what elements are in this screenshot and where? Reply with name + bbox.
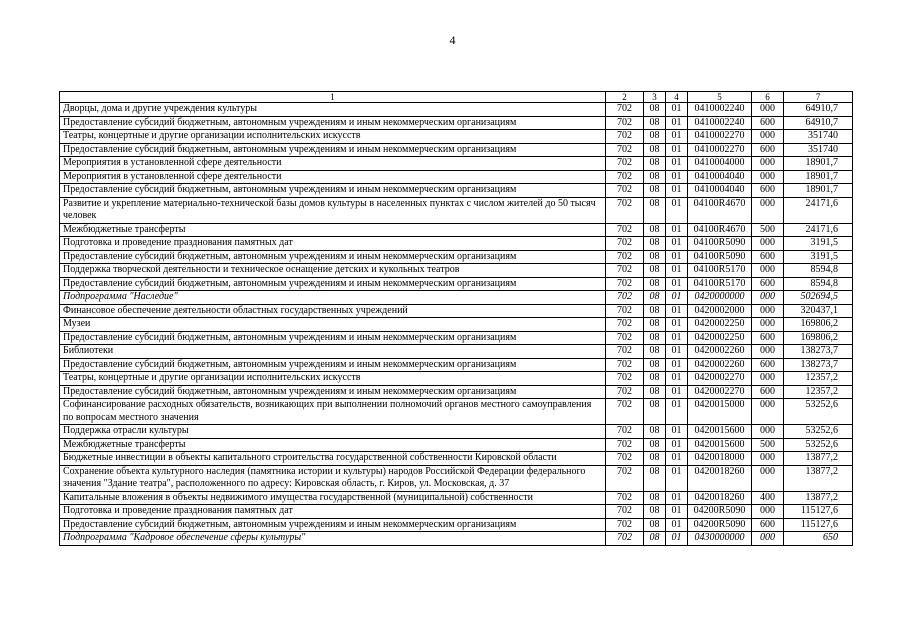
- subsection-code-cell: 08: [644, 372, 666, 386]
- table-row: [60, 157, 853, 171]
- expense-type-cell: 000: [752, 170, 784, 184]
- target-article-cell: 0410002270: [688, 130, 752, 144]
- table-row: [60, 184, 853, 198]
- amount-cell: 53252,6: [784, 425, 853, 439]
- amount-cell: 3191,5: [784, 237, 853, 251]
- table-row: [60, 438, 853, 452]
- table-row: [60, 518, 853, 532]
- subsection-code-cell: 08: [644, 291, 666, 305]
- budget-table: [59, 91, 853, 546]
- table-row: [60, 143, 853, 157]
- table-row: [60, 399, 853, 425]
- section-code-cell: 702: [606, 184, 644, 198]
- subsection-code-cell: 08: [644, 184, 666, 198]
- subsection-code-cell: 08: [644, 170, 666, 184]
- target-article-cell: 0410002240: [688, 103, 752, 117]
- subsection-code-cell: 08: [644, 491, 666, 505]
- section-code-cell: 702: [606, 116, 644, 130]
- target-article-cell: 0410004000: [688, 157, 752, 171]
- section-code-cell: 702: [606, 532, 644, 546]
- column-header: 1: [60, 92, 606, 103]
- target-article-cell: 0410002270: [688, 143, 752, 157]
- column-header: 4: [666, 92, 688, 103]
- section-code-cell: 702: [606, 170, 644, 184]
- row-name-cell: Финансовое обеспечение деятельности областных государственных учреждений: [60, 304, 606, 318]
- table-row: [60, 291, 853, 305]
- table-row: [60, 491, 853, 505]
- row-name-cell: Предоставление субсидий бюджетным, автономным учреждениям и иным некоммерческим организациям: [60, 250, 606, 264]
- table-row: [60, 170, 853, 184]
- expense-type-cell: 600: [752, 358, 784, 372]
- amount-cell: 12357,2: [784, 372, 853, 386]
- subsection-code-cell: 08: [644, 532, 666, 546]
- subsection-code-cell: 08: [644, 130, 666, 144]
- subsection-code-cell: 08: [644, 277, 666, 291]
- subsection-code-cell: 08: [644, 304, 666, 318]
- subsection-code-cell: 08: [644, 385, 666, 399]
- amount-cell: 138273,7: [784, 345, 853, 359]
- row-name-cell: Библиотеки: [60, 345, 606, 359]
- section-code-cell: 702: [606, 130, 644, 144]
- subsection-code-cell: 08: [644, 143, 666, 157]
- section-code-cell: 702: [606, 425, 644, 439]
- subsection2-code-cell: 01: [666, 197, 688, 223]
- column-header: 2: [606, 92, 644, 103]
- subsection2-code-cell: 01: [666, 277, 688, 291]
- table-row: [60, 277, 853, 291]
- subsection2-code-cell: 01: [666, 518, 688, 532]
- row-name-cell: Подпрограмма "Кадровое обеспечение сферы культуры": [60, 532, 606, 546]
- subsection-code-cell: 08: [644, 197, 666, 223]
- amount-cell: 18901,7: [784, 170, 853, 184]
- subsection2-code-cell: 01: [666, 103, 688, 117]
- amount-cell: 12357,2: [784, 385, 853, 399]
- subsection2-code-cell: 01: [666, 491, 688, 505]
- section-code-cell: 702: [606, 438, 644, 452]
- expense-type-cell: 000: [752, 130, 784, 144]
- row-name-cell: Музеи: [60, 318, 606, 332]
- subsection2-code-cell: 01: [666, 264, 688, 278]
- subsection-code-cell: 08: [644, 223, 666, 237]
- expense-type-cell: 000: [752, 157, 784, 171]
- section-code-cell: 702: [606, 250, 644, 264]
- amount-cell: 8594,8: [784, 277, 853, 291]
- target-article-cell: 0420002000: [688, 304, 752, 318]
- target-article-cell: 0420002250: [688, 318, 752, 332]
- table-row: [60, 358, 853, 372]
- target-article-cell: 0420002250: [688, 331, 752, 345]
- row-name-cell: Предоставление субсидий бюджетным, автономным учреждениям и иным некоммерческим организациям: [60, 385, 606, 399]
- target-article-cell: 0420002260: [688, 358, 752, 372]
- amount-cell: 320437,1: [784, 304, 853, 318]
- subsection-code-cell: 08: [644, 250, 666, 264]
- amount-cell: 115127,6: [784, 518, 853, 532]
- amount-cell: 502694,5: [784, 291, 853, 305]
- expense-type-cell: 600: [752, 277, 784, 291]
- amount-cell: 13877,2: [784, 465, 853, 491]
- subsection2-code-cell: 01: [666, 318, 688, 332]
- subsection2-code-cell: 01: [666, 331, 688, 345]
- table-row: [60, 116, 853, 130]
- section-code-cell: 702: [606, 372, 644, 386]
- subsection-code-cell: 08: [644, 318, 666, 332]
- amount-cell: 115127,6: [784, 505, 853, 519]
- subsection2-code-cell: 01: [666, 345, 688, 359]
- table-row: [60, 250, 853, 264]
- expense-type-cell: 500: [752, 223, 784, 237]
- expense-type-cell: 000: [752, 372, 784, 386]
- table-row: [60, 452, 853, 466]
- amount-cell: 138273,7: [784, 358, 853, 372]
- row-name-cell: Межбюджетные трансферты: [60, 438, 606, 452]
- expense-type-cell: 600: [752, 518, 784, 532]
- column-header: 3: [644, 92, 666, 103]
- row-name-cell: Софинансирование расходных обязательств, возникающих при выполнении полномочий органов местного самоуправления по вопросам местного значения: [60, 399, 606, 425]
- subsection2-code-cell: 01: [666, 237, 688, 251]
- row-name-cell: Предоставление субсидий бюджетным, автономным учреждениям и иным некоммерческим организациям: [60, 277, 606, 291]
- subsection-code-cell: 08: [644, 103, 666, 117]
- target-article-cell: 0420002270: [688, 372, 752, 386]
- expense-type-cell: 000: [752, 425, 784, 439]
- expense-type-cell: 000: [752, 291, 784, 305]
- amount-cell: 64910,7: [784, 116, 853, 130]
- section-code-cell: 702: [606, 518, 644, 532]
- expense-type-cell: 600: [752, 143, 784, 157]
- row-name-cell: Предоставление субсидий бюджетным, автономным учреждениям и иным некоммерческим организациям: [60, 184, 606, 198]
- subsection2-code-cell: 01: [666, 291, 688, 305]
- target-article-cell: 04100R5170: [688, 277, 752, 291]
- target-article-cell: 04100R4670: [688, 223, 752, 237]
- section-code-cell: 702: [606, 103, 644, 117]
- subsection2-code-cell: 01: [666, 385, 688, 399]
- section-code-cell: 702: [606, 197, 644, 223]
- section-code-cell: 702: [606, 237, 644, 251]
- subsection2-code-cell: 01: [666, 116, 688, 130]
- expense-type-cell: 000: [752, 452, 784, 466]
- row-name-cell: Поддержка творческой деятельности и техническое оснащение детских и кукольных театров: [60, 264, 606, 278]
- expense-type-cell: 000: [752, 103, 784, 117]
- target-article-cell: 0420015000: [688, 399, 752, 425]
- row-name-cell: Поддержка отрасли культуры: [60, 425, 606, 439]
- section-code-cell: 702: [606, 291, 644, 305]
- subsection2-code-cell: 01: [666, 425, 688, 439]
- table-row: [60, 345, 853, 359]
- amount-cell: 18901,7: [784, 157, 853, 171]
- table-row: [60, 385, 853, 399]
- expense-type-cell: 600: [752, 250, 784, 264]
- amount-cell: 13877,2: [784, 452, 853, 466]
- table-row: [60, 103, 853, 117]
- table-row: [60, 505, 853, 519]
- section-code-cell: 702: [606, 277, 644, 291]
- subsection2-code-cell: 01: [666, 399, 688, 425]
- row-name-cell: Дворцы, дома и другие учреждения культуры: [60, 103, 606, 117]
- subsection2-code-cell: 01: [666, 304, 688, 318]
- subsection-code-cell: 08: [644, 518, 666, 532]
- target-article-cell: 0420015600: [688, 425, 752, 439]
- row-name-cell: Предоставление субсидий бюджетным, автономным учреждениям и иным некоммерческим организациям: [60, 143, 606, 157]
- expense-type-cell: 000: [752, 197, 784, 223]
- section-code-cell: 702: [606, 157, 644, 171]
- subsection2-code-cell: 01: [666, 438, 688, 452]
- table-row: [60, 372, 853, 386]
- expense-type-cell: 500: [752, 438, 784, 452]
- row-name-cell: Предоставление субсидий бюджетным, автономным учреждениям и иным некоммерческим организациям: [60, 518, 606, 532]
- subsection-code-cell: 08: [644, 399, 666, 425]
- target-article-cell: 04200R5090: [688, 505, 752, 519]
- column-header: 6: [752, 92, 784, 103]
- row-name-cell: Театры, концертные и другие организации исполнительских искусств: [60, 130, 606, 144]
- subsection-code-cell: 08: [644, 345, 666, 359]
- row-name-cell: Капитальные вложения в объекты недвижимого имущества государственной (муниципальной) собственности: [60, 491, 606, 505]
- subsection-code-cell: 08: [644, 505, 666, 519]
- table-header-row: [60, 92, 853, 103]
- subsection-code-cell: 08: [644, 358, 666, 372]
- expense-type-cell: 600: [752, 184, 784, 198]
- amount-cell: 53252,6: [784, 399, 853, 425]
- target-article-cell: 04100R5090: [688, 237, 752, 251]
- subsection2-code-cell: 01: [666, 452, 688, 466]
- subsection-code-cell: 08: [644, 157, 666, 171]
- subsection-code-cell: 08: [644, 116, 666, 130]
- table-row: [60, 223, 853, 237]
- expense-type-cell: 000: [752, 304, 784, 318]
- amount-cell: 351740: [784, 143, 853, 157]
- amount-cell: 18901,7: [784, 184, 853, 198]
- target-article-cell: 0410004040: [688, 184, 752, 198]
- section-code-cell: 702: [606, 452, 644, 466]
- expense-type-cell: 000: [752, 465, 784, 491]
- amount-cell: 169806,2: [784, 331, 853, 345]
- section-code-cell: 702: [606, 465, 644, 491]
- subsection2-code-cell: 01: [666, 465, 688, 491]
- column-header: 7: [784, 92, 853, 103]
- target-article-cell: 04100R4670: [688, 197, 752, 223]
- expense-type-cell: 000: [752, 237, 784, 251]
- section-code-cell: 702: [606, 331, 644, 345]
- subsection2-code-cell: 01: [666, 143, 688, 157]
- amount-cell: 351740: [784, 130, 853, 144]
- section-code-cell: 702: [606, 304, 644, 318]
- target-article-cell: 0420002260: [688, 345, 752, 359]
- section-code-cell: 702: [606, 491, 644, 505]
- subsection2-code-cell: 01: [666, 505, 688, 519]
- expense-type-cell: 000: [752, 318, 784, 332]
- expense-type-cell: 000: [752, 345, 784, 359]
- subsection2-code-cell: 01: [666, 250, 688, 264]
- row-name-cell: Подпрограмма "Наследие": [60, 291, 606, 305]
- subsection2-code-cell: 01: [666, 157, 688, 171]
- subsection-code-cell: 08: [644, 264, 666, 278]
- section-code-cell: 702: [606, 264, 644, 278]
- table-row: [60, 532, 853, 546]
- row-name-cell: Мероприятия в установленной сфере деятельности: [60, 157, 606, 171]
- table-row: [60, 425, 853, 439]
- amount-cell: 53252,6: [784, 438, 853, 452]
- subsection-code-cell: 08: [644, 237, 666, 251]
- expense-type-cell: 600: [752, 331, 784, 345]
- subsection2-code-cell: 01: [666, 184, 688, 198]
- target-article-cell: 0420018260: [688, 465, 752, 491]
- subsection-code-cell: 08: [644, 425, 666, 439]
- amount-cell: 13877,2: [784, 491, 853, 505]
- section-code-cell: 702: [606, 223, 644, 237]
- amount-cell: 3191,5: [784, 250, 853, 264]
- target-article-cell: 04100R5170: [688, 264, 752, 278]
- amount-cell: 64910,7: [784, 103, 853, 117]
- target-article-cell: 0420018260: [688, 491, 752, 505]
- expense-type-cell: 000: [752, 399, 784, 425]
- subsection2-code-cell: 01: [666, 170, 688, 184]
- row-name-cell: Мероприятия в установленной сфере деятельности: [60, 170, 606, 184]
- amount-cell: 650: [784, 532, 853, 546]
- row-name-cell: Сохранение объекта культурного наследия (памятника истории и культуры) народов Российской Федерации федерального значения "Здание театра", расположенного по адресу: Кировская область, г. Киров, ул. Московская, д. 37: [60, 465, 606, 491]
- subsection2-code-cell: 01: [666, 372, 688, 386]
- subsection-code-cell: 08: [644, 438, 666, 452]
- row-name-cell: Подготовка и проведение празднования памятных дат: [60, 505, 606, 519]
- section-code-cell: 702: [606, 399, 644, 425]
- section-code-cell: 702: [606, 318, 644, 332]
- target-article-cell: 04100R5090: [688, 250, 752, 264]
- table-row: [60, 130, 853, 144]
- subsection2-code-cell: 01: [666, 358, 688, 372]
- subsection-code-cell: 08: [644, 452, 666, 466]
- page-number: 4: [449, 33, 456, 47]
- column-header: 5: [688, 92, 752, 103]
- subsection-code-cell: 08: [644, 331, 666, 345]
- target-article-cell: 0420018000: [688, 452, 752, 466]
- expense-type-cell: 000: [752, 505, 784, 519]
- amount-cell: 8594,8: [784, 264, 853, 278]
- table-row: [60, 237, 853, 251]
- expense-type-cell: 600: [752, 385, 784, 399]
- section-code-cell: 702: [606, 358, 644, 372]
- row-name-cell: Предоставление субсидий бюджетным, автономным учреждениям и иным некоммерческим организациям: [60, 331, 606, 345]
- target-article-cell: 0420015600: [688, 438, 752, 452]
- row-name-cell: Театры, концертные и другие организации исполнительских искусств: [60, 372, 606, 386]
- row-name-cell: Бюджетные инвестиции в объекты капитального строительства государственной собственности Кировской области: [60, 452, 606, 466]
- table-row: [60, 465, 853, 491]
- section-code-cell: 702: [606, 505, 644, 519]
- subsection2-code-cell: 01: [666, 130, 688, 144]
- subsection-code-cell: 08: [644, 465, 666, 491]
- target-article-cell: 0430000000: [688, 532, 752, 546]
- subsection2-code-cell: 01: [666, 223, 688, 237]
- section-code-cell: 702: [606, 385, 644, 399]
- row-name-cell: Предоставление субсидий бюджетным, автономным учреждениям и иным некоммерческим организациям: [60, 116, 606, 130]
- table-row: [60, 197, 853, 223]
- expense-type-cell: 000: [752, 532, 784, 546]
- amount-cell: 24171,6: [784, 197, 853, 223]
- table-row: [60, 331, 853, 345]
- target-article-cell: 0410004040: [688, 170, 752, 184]
- section-code-cell: 702: [606, 143, 644, 157]
- section-code-cell: 702: [606, 345, 644, 359]
- amount-cell: 24171,6: [784, 223, 853, 237]
- target-article-cell: 0410002240: [688, 116, 752, 130]
- target-article-cell: 0420002270: [688, 385, 752, 399]
- table-row: [60, 304, 853, 318]
- expense-type-cell: 400: [752, 491, 784, 505]
- subsection2-code-cell: 01: [666, 532, 688, 546]
- expense-type-cell: 000: [752, 264, 784, 278]
- target-article-cell: 04200R5090: [688, 518, 752, 532]
- row-name-cell: Предоставление субсидий бюджетным, автономным учреждениям и иным некоммерческим организациям: [60, 358, 606, 372]
- table-row: [60, 264, 853, 278]
- row-name-cell: Межбюджетные трансферты: [60, 223, 606, 237]
- expense-type-cell: 600: [752, 116, 784, 130]
- amount-cell: 169806,2: [784, 318, 853, 332]
- row-name-cell: Развитие и укрепление материально-технической базы домов культуры в населенных пунктах с числом жителей до 50 тысяч человек: [60, 197, 606, 223]
- target-article-cell: 0420000000: [688, 291, 752, 305]
- row-name-cell: Подготовка и проведение празднования памятных дат: [60, 237, 606, 251]
- table-row: [60, 318, 853, 332]
